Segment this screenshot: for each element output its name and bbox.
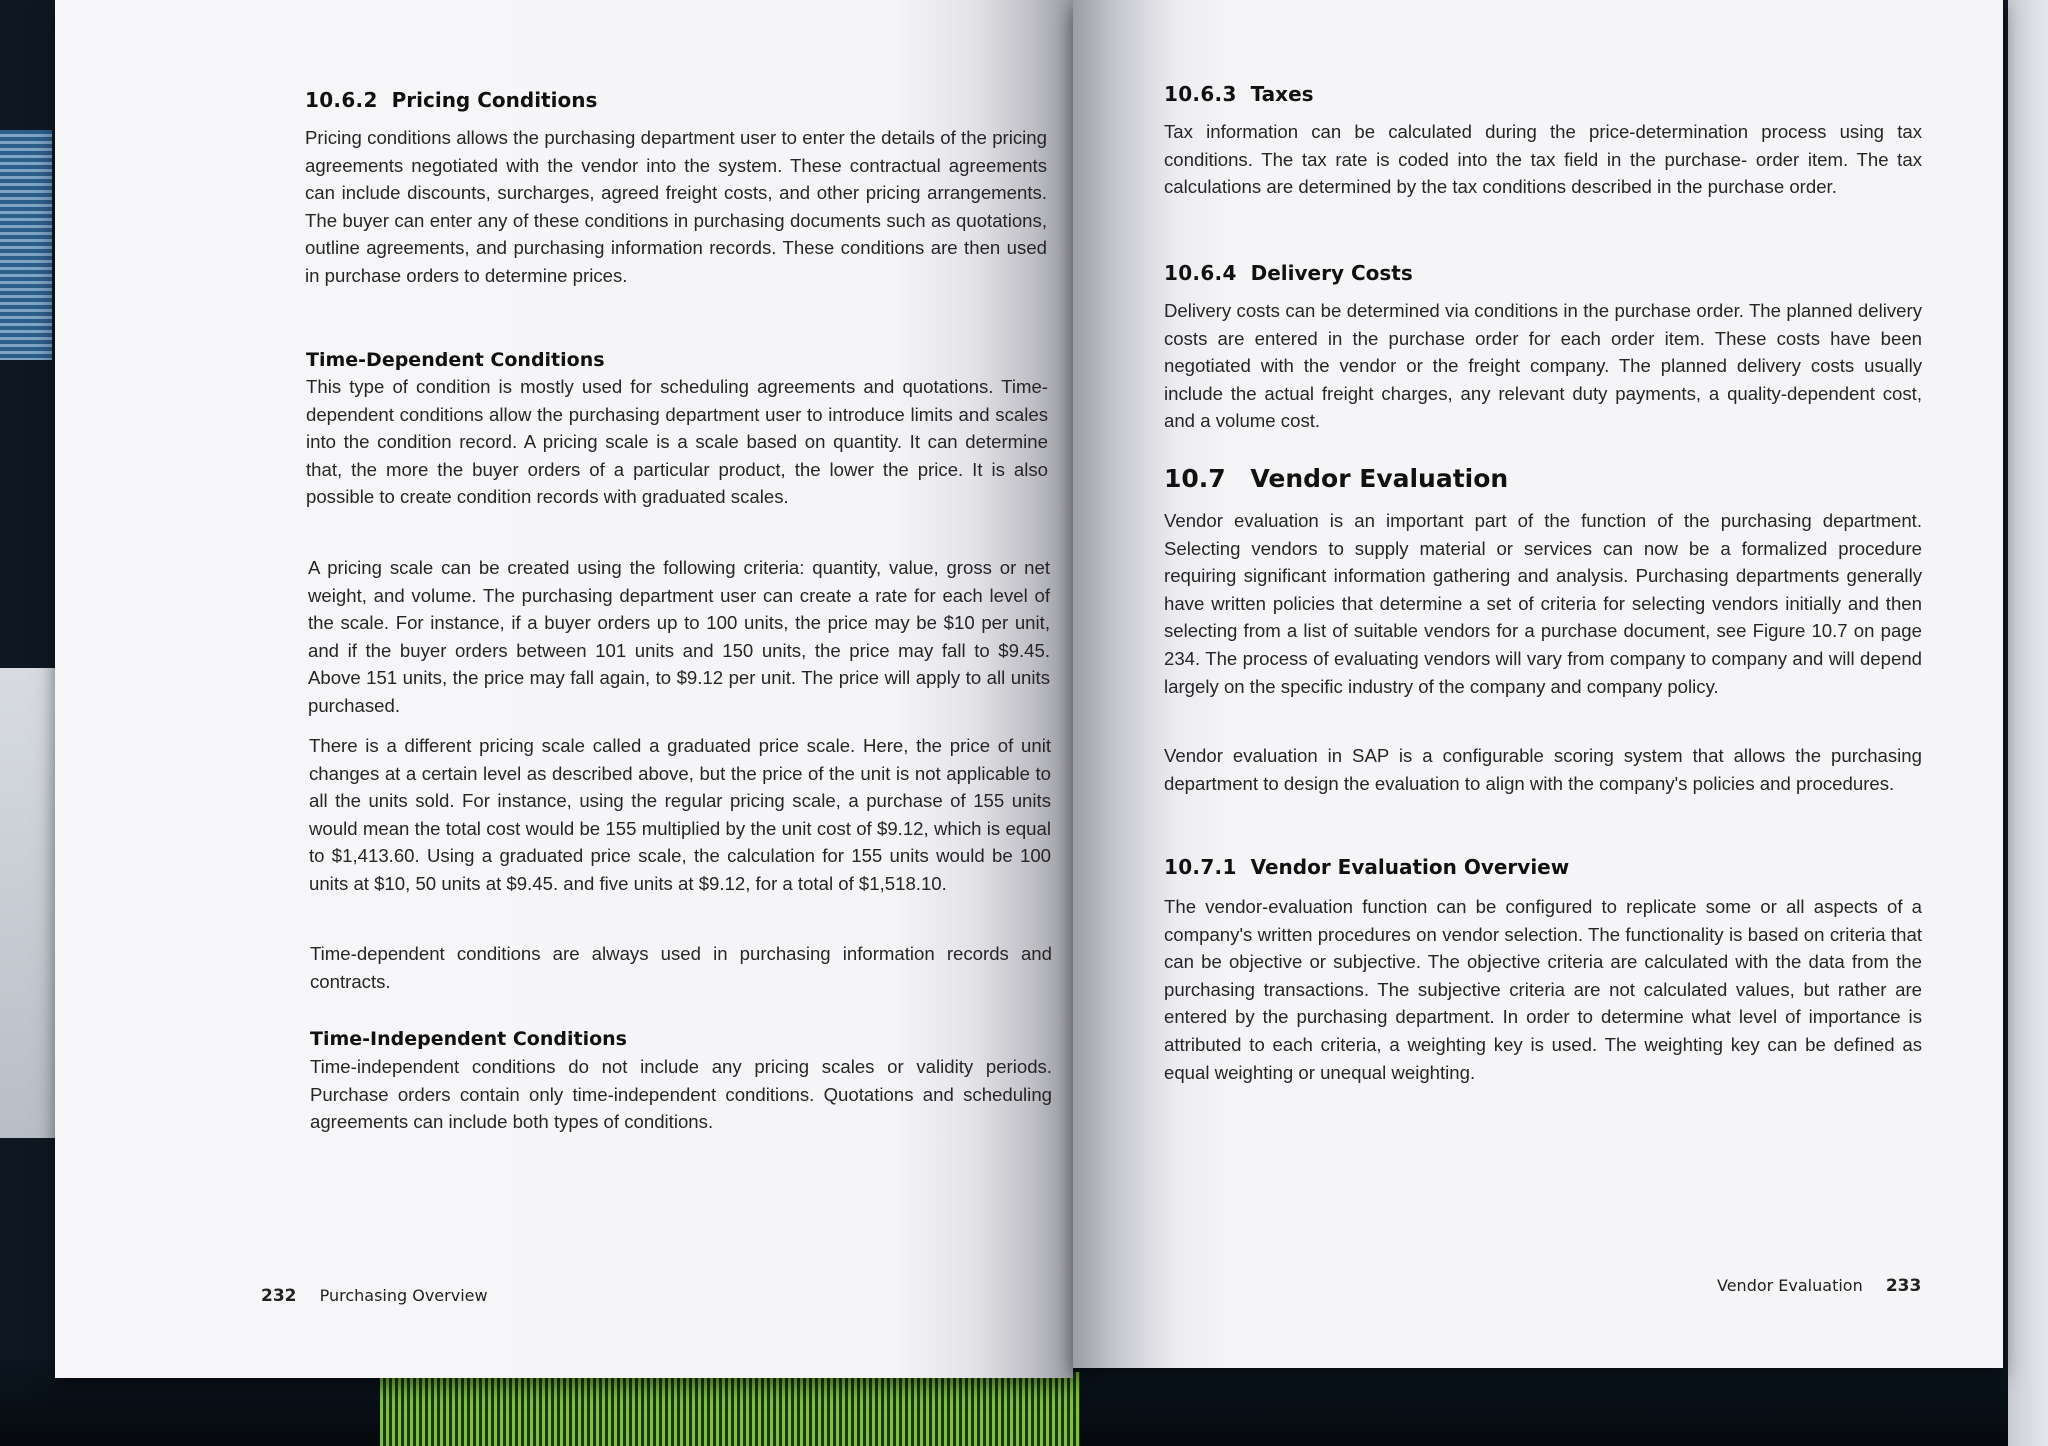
paragraph-taxes: Tax information can be calculated during the price-determination process using tax conditions. The tax rate is coded into the tax field in the purchase- order item. The tax calculations are determined by the tax conditions described in the purchase order. [1164,121,1922,198]
page-footer-left [261,1286,488,1306]
paragraph-time-dependent-1: This type of condition is mostly used for scheduling agreements and quotations. Time-dependent conditions allow the purchasing department user to introduce limits and scales into the condition record. A pricing scale is a scale based on quantity. It can determine that, the more the buyer orders of a particular product, the lower the price. It is also possible to create condition records with graduated scales. [306,376,1048,508]
section-title: Taxes [1250,82,1314,106]
section-number: 10.6.2 [305,88,378,112]
subheading-time-dependent: Time-Dependent Conditions [306,349,605,371]
paragraph-delivery-costs: Delivery costs can be determined via conditions in the purchase order. The planned delivery costs are entered in the purchase order for each order item. These costs have been negotiated with the vendor or the freight company. The planned delivery costs usually include the actual freight charges, any relevant duty payments, a quality-dependent cost, and a volume cost. [1164,300,1922,432]
background-green-pattern [380,1372,1080,1446]
paragraph-time-independent: Time-independent conditions do not include any pricing scales or validity periods. Purchase orders contain only time-independent conditions. Quotations and scheduling agreements can include both types of conditions. [310,1056,1052,1133]
page-footer-right [1717,1276,1921,1296]
section-number: 10.7.1 [1164,855,1237,879]
paragraph-vendor-evaluation-overview: The vendor-evaluation function can be configured to replicate some or all aspects of a company's written procedures on vendor selection. The functionality is based on criteria that can be objective or subjective. The objective criteria are calculated with the data from the purchasing transactions. The subjective criteria are not calculated values, but rather are entered by the purchasing department. In order to determine what level of importance is attributed to each criteria, a weighting key is used. The weighting key can be defined as equal weighting or unequal weighting. [1164,896,1922,1083]
section-heading-vendor-evaluation [1164,464,1508,493]
page-number: 233 [1885,1276,1922,1296]
section-heading-pricing-conditions [305,88,597,112]
section-title: Vendor Evaluation [1250,464,1509,493]
section-number: 10.7 [1164,464,1226,493]
section-heading-delivery-costs [1164,261,1413,285]
background-striped-object [0,130,52,360]
section-title: Delivery Costs [1250,261,1413,285]
running-title: Vendor Evaluation [1717,1276,1863,1295]
paragraph-vendor-evaluation-1: Vendor evaluation is an important part of the function of the purchasing department. Selecting vendors to supply material or services can now be a formalized procedure requiring significant information gathering and analysis. Purchasing departments generally have written policies that determine a set of criteria for selecting vendors initially and then selecting from a list of suitable vendors for a purchase document, see Figure 10.7 on page 234. The process of evaluating vendors will vary from company to company and will depend largely on the specific industry of the company and company policy. [1164,510,1922,697]
paragraph-time-dependent-2: A pricing scale can be created using the following criteria: quantity, value, gross or net weight, and volume. The purchasing department user can create a rate for each level of the scale. For instance, if a buyer orders up to 100 units, the price may be $10 per unit, and if the buyer orders between 101 units and 150 units, the price may fall to $9.45. Above 151 units, the price may fall again, to $9.12 per unit. The price will apply to all units purchased. [308,557,1050,716]
section-number: 10.6.4 [1164,261,1237,285]
section-heading-taxes [1164,82,1314,106]
background-right-edge [2008,0,2048,1446]
section-heading-vendor-evaluation-overview [1164,855,1569,879]
section-number: 10.6.3 [1164,82,1237,106]
paragraph-time-dependent-4: Time-dependent conditions are always used in purchasing information records and contracts. [310,943,1052,992]
right-page [1073,0,2003,1368]
running-title: Purchasing Overview [319,1286,488,1305]
background-gray-object [0,668,60,1138]
page-number: 232 [261,1286,297,1306]
paragraph-intro: Pricing conditions allows the purchasing department user to enter the details of the pricing agreements negotiated with the vendor into the system. These contractual agreements can include discounts, surcharges, agreed freight costs, and other pricing arrangements. The buyer can enter any of these conditions in purchasing documents such as quotations, outline agreements, and purchasing information records. These conditions are then used in purchase orders to determine prices. [305,127,1047,286]
left-page [55,0,1073,1378]
subheading-time-independent: Time-Independent Conditions [310,1028,627,1050]
paragraph-time-dependent-3: There is a different pricing scale called a graduated price scale. Here, the price of unit changes at a certain level as described above, but the price of the unit is not applicable to all the units sold. For instance, using the regular pricing scale, a purchase of 155 units would mean the total cost would be 155 multiplied by the unit cost of $9.12, which is equal to $1,413.60. Using a graduated price scale, the calculation for 155 units would be 100 units at $10, 50 units at $9.45. and five units at $9.12, for a total of $1,518.10. [309,735,1051,894]
section-title: Vendor Evaluation Overview [1250,855,1570,879]
section-title: Pricing Conditions [391,88,598,112]
paragraph-vendor-evaluation-2: Vendor evaluation in SAP is a configurable scoring system that allows the purchasing department to design the evaluation to align with the company's policies and procedures. [1164,745,1922,794]
